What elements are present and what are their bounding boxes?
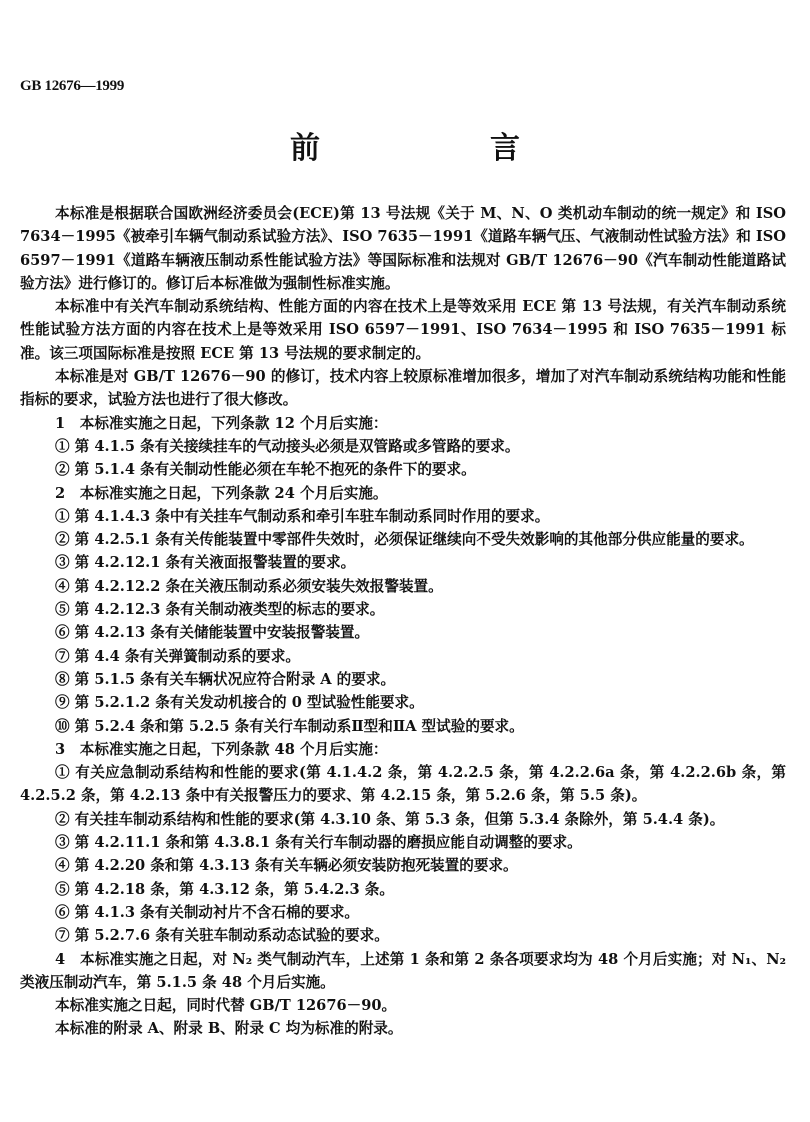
list-item: ⑥ 第 4.2.13 条有关储能装置中安装报警装置。 <box>55 624 370 642</box>
list-item: ⑧ 第 5.1.5 条有关车辆状况应符合附录 A 的要求。 <box>55 670 396 688</box>
document-body <box>20 202 786 1041</box>
section-1-heading: 1 本标准实施之日起，下列条款 12 个月后实施： <box>55 414 388 432</box>
list-item: ⑦ 第 5.2.7.6 条有关驻车制动系动态试验的要求。 <box>55 927 389 945</box>
list-item: ⑤ 第 4.2.18 条，第 4.3.12 条，第 5.4.2.3 条。 <box>55 880 394 898</box>
section-3-heading: 3 本标准实施之日起，下列条款 48 个月后实施： <box>55 740 388 758</box>
list-item: ② 第 4.2.5.1 条有关传能装置中零部件失效时，必须保证继续向不受失效影响的其他部分供应能量的要求。 <box>55 531 754 549</box>
paragraph-replacement: 本标准实施之日起，同时代替 GB/T 12676－90。 <box>55 997 397 1015</box>
list-item: ① 第 4.1.5 条有关接续挂车的气动接头必须是双管路或多管路的要求。 <box>55 437 520 455</box>
paragraph-annexes: 本标准的附录 A、附录 B、附录 C 均为标准的附录。 <box>55 1020 403 1038</box>
paragraph-revision: 本标准是对 GB/T 12676－90 的修订，技术内容上较原标准增加很多，增加了对汽车制动系统结构功能和性能指标的要求，试验方法也进行了很大修改。 <box>20 368 786 409</box>
paragraph-equivalence: 本标准中有关汽车制动系统结构、性能方面的内容在技术上是等效采用 ECE 第 13 号法规，有关汽车制动系统性能试验方法方面的内容在技术上是等效采用 ISO 6597－1991、ISO 7634－1995 和 ISO 7635－1991 标准。该三项国际标准是按照 ECE 第 13 号法规的要求制定的。 <box>20 298 786 362</box>
list-item: ③ 第 4.2.11.1 条和第 4.3.8.1 条有关行车制动器的磨损应能自动调整的要求。 <box>55 834 582 852</box>
list-item: ⑦ 第 4.4 条有关弹簧制动系的要求。 <box>55 647 300 665</box>
list-item: ⑨ 第 5.2.1.2 条有关发动机接合的 0 型试验性能要求。 <box>55 694 424 712</box>
list-item: ④ 第 4.2.20 条和第 4.3.13 条有关车辆必须安装防抱死装置的要求。 <box>55 857 518 875</box>
list-item: ⑥ 第 4.1.3 条有关制动衬片不含石棉的要求。 <box>55 903 359 921</box>
list-item: ① 有关应急制动系结构和性能的要求(第 4.1.4.2 条，第 4.2.2.5 条，第 4.2.2.6a 条，第 4.2.2.6b 条，第 4.2.5.2 条，第 4.2.13 条中有关报警压力的要求、第 4.2.15 条，第 5.2.6 条，第 5.5 条)。 <box>20 764 786 805</box>
list-item: ② 第 5.1.4 条有关制动性能必须在车轮不抱死的条件下的要求。 <box>55 461 476 479</box>
section-4-paragraph: 4 本标准实施之日起，对 N₂ 类气制动汽车，上述第 1 条和第 2 条各项要求均为 48 个月后实施；对 N₁、N₂ 类液压制动汽车，第 5.1.5 条 48 个月后实施。 <box>20 950 786 991</box>
list-item: ③ 第 4.2.12.1 条有关液面报警装置的要求。 <box>55 554 356 572</box>
paragraph-adoption-basis: 本标准是根据联合国欧洲经济委员会(ECE)第 13 号法规《关于 M、N、O 类机动车制动的统一规定》和 ISO 7634－1995《被牵引车辆气制动系试验方法》、ISO 7635－1991《道路车辆气压、气液制动性试验方法》和 ISO 6597－1991《道路车辆液压制动系性能试验方法》等国际标准和法规对 GB/T 12676－90《汽车制动性能道路试验方法》进行修订的。修订后本标准做为强制性标准实施。 <box>20 205 786 292</box>
list-item: ② 有关挂车制动系结构和性能的要求(第 4.3.10 条、第 5.3 条，但第 5.3.4 条除外，第 5.4.4 条)。 <box>55 810 725 828</box>
standard-code: GB 12676—1999 <box>20 78 125 94</box>
list-item: ⑩ 第 5.2.4 条和第 5.2.5 条有关行车制动系Ⅱ型和ⅡA 型试验的要求。 <box>55 717 524 735</box>
page-title: 前 言 <box>290 131 590 166</box>
list-item: ④ 第 4.2.12.2 条在关液压制动系必须安装失效报警装置。 <box>55 577 443 595</box>
list-item: ① 第 4.1.4.3 条中有关挂车气制动系和牵引车驻车制动系同时作用的要求。 <box>55 507 550 525</box>
list-item: ⑤ 第 4.2.12.3 条有关制动液类型的标志的要求。 <box>55 601 385 619</box>
section-2-heading: 2 本标准实施之日起，下列条款 24 个月后实施。 <box>55 484 388 502</box>
